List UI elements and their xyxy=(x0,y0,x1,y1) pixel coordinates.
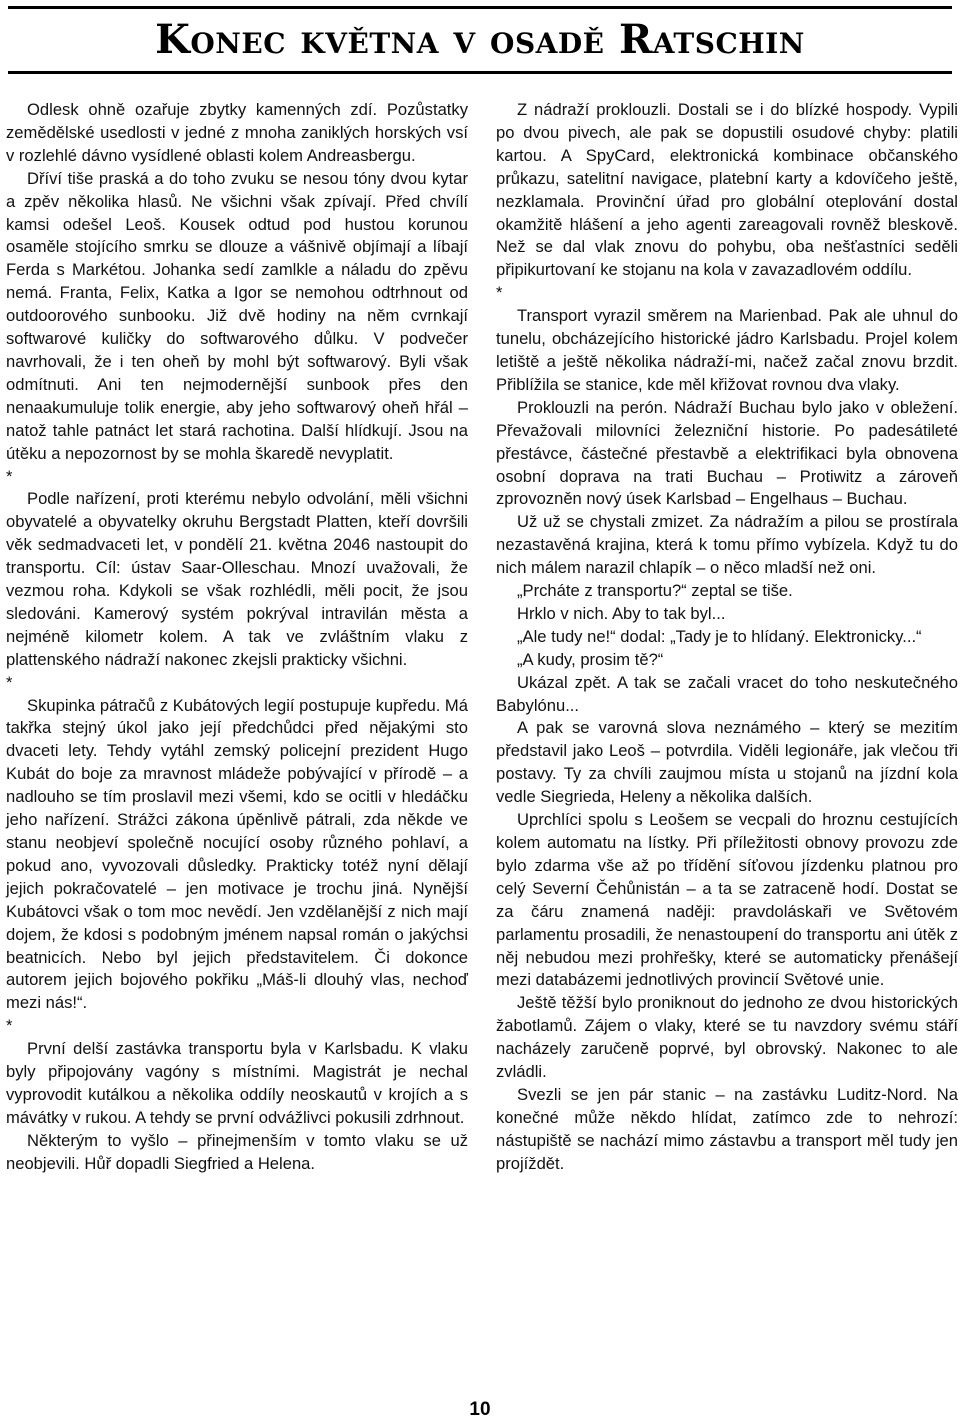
section-separator: * xyxy=(6,1016,13,1036)
paragraph: Hrklo v nich. Aby to tak byl... xyxy=(517,603,726,623)
paragraph: Transport vyrazil směrem na Marienbad. Pak ale uhnul do tunelu, obcházejícího historické jádro Karlsbadu. Projel kolem letiště a ještě několika nádraží-mi, načež začal znovu brzdit. Přiblížila se stanice, kde měl křižovat rovnou dva vlaky. xyxy=(496,306,958,394)
paragraph: Z nádraží proklouzli. Dostali se i do blízké hospody. Vypili po dvou pivech, ale pak se dopustili osudové chyby: platili kartou. A SpyCard, elektronická kombinace občanského průkazu, satelitní navigace, platební karty a kdovíčeho ještě, nezklamala. Provinční úřad pro globální oteplování dostal okamžitě hlášení a jeho agenti zareagovali rovněž bleskově. Než se dal vlak znovu do pohybu, oba nešťastníci seděli připikurtovaní ke stojanu na kola v zavazadlovém oddílu. xyxy=(496,100,958,280)
paragraph: Proklouzli na perón. Nádraží Buchau bylo jako v obležení. Převažovali milovníci železniční historie. Po padesátileté přestávce, částečné přestavbě a elektrifikaci byla obnovena osobní doprava na trati Buchau – Protiwitz a zároveň zprovozněn nový úsek Karlsbad – Engelhaus – Buchau. xyxy=(496,397,958,509)
section-separator: * xyxy=(496,283,503,303)
paragraph: „A kudy, prosim tě?“ xyxy=(517,649,664,669)
paragraph: Uprchlíci spolu s Leošem se vecpali do hroznu cestujících kolem automatu na lístky. Při příležitosti obnovy provozu zde bylo zdarma vše až po třídění síťovou jízdenku platnou pro celý Severní Čehůnistán – a ta se zatraceně hodí. Dostat se za čáru znamená naději: pravdoláskaři ve Světovém parlamentu prosadili, že nenastoupení do transportu ani útěk z něj nebudou mezi prohřešky, které se automaticky přenášejí mezi databázemi jednotlivých provincií Světové unie. xyxy=(496,810,958,990)
paragraph: A pak se varovná slova neznámého – který se mezitím představil jako Leoš – potvrdila. Viděli legionáře, jak vlečou tři postavy. Ty za chvíli zaujmou místa u stojanů na jízdní kola vedle Siegrieda, Heleny a několika dalších. xyxy=(496,718,958,807)
paragraph: Ukázal zpět. A tak se začali vracet do toho neskutečného Babylónu... xyxy=(496,672,958,715)
paragraph: První delší zastávka transportu byla v Karlsbadu. K vlaku byly připojovány vagóny s místními. Magistrát je nechal vyprovodit kutálkou a několika oddíly neoskautů v krojích a s mávátky v rukou. A tehdy se první odvážlivci pokusili zdrhnout. xyxy=(6,1039,468,1127)
section-separator: * xyxy=(6,672,13,692)
paragraph: Některým to vyšlo – přinejmenším v tomto vlaku se už neobjevili. Hůř dopadli Siegfried a Helena. xyxy=(6,1130,468,1173)
paragraph: Dříví tiše praská a do toho zvuku se nesou tóny dvou kytar a zpěv několika hlasů. Ne všichni však zpívají. Před chvílí kamsi odešel Leoš. Kousek odtud pod hustou korunou osaměle stojícího smrku se dlouze a vášnivě objímají a líbají Ferda s Markétou. Johanka sedí zamlkle a náladu do zpěvu nemá. Franta, Felix, Katka a Igor se nemohou odtrhnout od outdoorového sunbooku. Již dvě hodiny na něm cvrnkají softwarové kuličky do softwarového důlku. V podvečer navrhovali, že i ten oheň by mohl být softwarový. Byli však odmítnuti. Ani ten nejmodernější sunbook přes den nenaakumuluje tolik energie, aby jeho softwarový oheň hřál – natož tahle patnáct let stará rachotina. Další hlídkují. Jsou na útěku a nepozornost by se mohla škaredě nevyplatit. xyxy=(6,168,468,463)
paragraph: Ještě těžší bylo proniknout do jednoho ze dvou historických žabotlamů. Zájem o vlaky, které se tu navzdory svému stáří nacházely zaručeně poprvé, byl obrovský. Nakonec to ale zvládli. xyxy=(496,993,958,1082)
article-title-band xyxy=(8,6,952,74)
paragraph: „Ale tudy ne!“ dodal: „Tady je to hlídaný. Elektronicky...“ xyxy=(517,626,922,646)
text-column-left xyxy=(6,99,468,1176)
text-column-right xyxy=(496,99,958,1176)
page-number: 10 xyxy=(469,1399,491,1420)
section-separator: * xyxy=(6,466,13,486)
paragraph: Podle nařízení, proti kterému nebylo odvolání, měli všichni obyvatelé a obyvatelky okruhu Bergstadt Platten, kteří dovršili věk sedmadvaceti let, v pondělí 21. května 2046 nastoupit do transportu. Cíl: ústav Saar-Olleschau. Mnozí uvažovali, že vezmou roha. Kdykoli se však rozhlédli, měli pocit, že jsou sledováni. Kamerový systém pokrýval intravilán města a nejméně kilometr kolem. A tak ve zvláštním vlaku z plattenského nádraží nakonec zkejsli prakticky všichni. xyxy=(6,489,468,669)
article-title: Konec května v osadě Ratschin xyxy=(155,16,805,63)
paragraph: „Prcháte z transportu?“ zeptal se tiše. xyxy=(517,581,793,601)
paragraph: Svezli se jen pár stanic – na zastávku Luditz-Nord. Na konečné může někdo hlídat, zatímco zde to nehrozí: nástupiště se nachází mimo zástavbu a transport měl tudy jen projíždět. xyxy=(496,1084,958,1173)
paragraph: Skupinka pátračů z Kubátových legií postupuje kupředu. Má takřka stejný úkol jako její předchůdci před nějakými sto dvaceti lety. Tehdy vytáhl zemský policejní prezident Hugo Kubát do boje za mravnost mládeže pobývající v přírodě – a nadlouho se tím proslavil mezi všemi, kdo se ocitli v hledáčku jeho nařízení. Strážci zákona úpěnlivě pátrali, zda někde ve stanu neobjeví společně nocující osoby různého pohlaví, a pokud ano, vyvozovali důsledky. Prakticky totéž nyní dělají jejich pokračovatelé – jen motivace je trochu jiná. Nynější Kubátovci však o tom moc nevědí. Jen vzdělanější z nich mají dojem, že kdosi s podobným jménem napsal román o jakýchsi beatnicích. Nebo byl jejich představitelem. Či dokonce autorem jejich bojového pokřiku „Máš-li dlouhý vlas, nechoď mezi nás!“. xyxy=(6,695,468,1013)
paragraph: Odlesk ohně ozařuje zbytky kamenných zdí. Pozůstatky zemědělské usedlosti v jedné z mnoha zaniklých horských vsí v rozlehlé dávno vysídlené oblasti kolem Andreasbergu. xyxy=(6,100,468,165)
paragraph: Už už se chystali zmizet. Za nádražím a pilou se prostírala nezastavěná krajina, která k tomu přímo vybízela. Když tu do nich málem narazil chlapík – o něco mladší než oni. xyxy=(496,512,958,578)
